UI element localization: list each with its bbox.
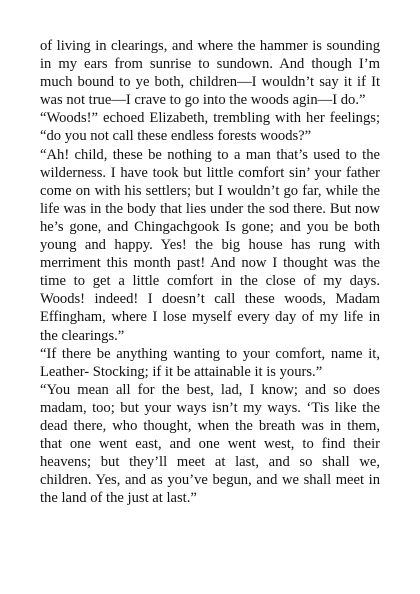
paragraph-3: “Ah! child, these be nothing to a man that’s used to the wilderness. I have took but little comfort sin’ your father come on with his settlers; but I wouldn’t go far, while the life was in the body that lies under the sod there. But now he’s gone, and Chingachgook Is gone; and you be both young and happy. Yes! the big house has rung with merriment this month past! And now I thought was the time to get a little comfort in the close of my days. Woods! indeed! I doesn’t call these woods, Madam Effingham, where I lose myself every day of my life in the clearings.”: [40, 146, 380, 344]
paragraph-2: “Woods!” echoed Elizabeth, trembling with her feelings; “do you not call these endless forests woods?”: [40, 110, 380, 145]
paragraph-4: “If there be anything wanting to your comfort, name it, Leather- Stocking; if it be attainable it is yours.”: [40, 345, 380, 380]
book-page-text: [40, 37, 380, 507]
paragraph-1: of living in clearings, and where the hammer is sounding in my ears from sunrise to sundown. And though I’m much bound to ye both, children—I wouldn’t say it if It was not true—I crave to go into the woods agin—I do.”: [40, 38, 380, 109]
paragraph-5: “You mean all for the best, lad, I know; and so does madam, too; but your ways isn’t my ways. ‘Tis like the dead there, who thought, when the breath was in them, that one went east, and one went west, to find their heavens; but they’ll meet at last, and so shall we, children. Yes, and as you’ve begun, and we shall meet in the land of the just at last.”: [40, 381, 380, 507]
